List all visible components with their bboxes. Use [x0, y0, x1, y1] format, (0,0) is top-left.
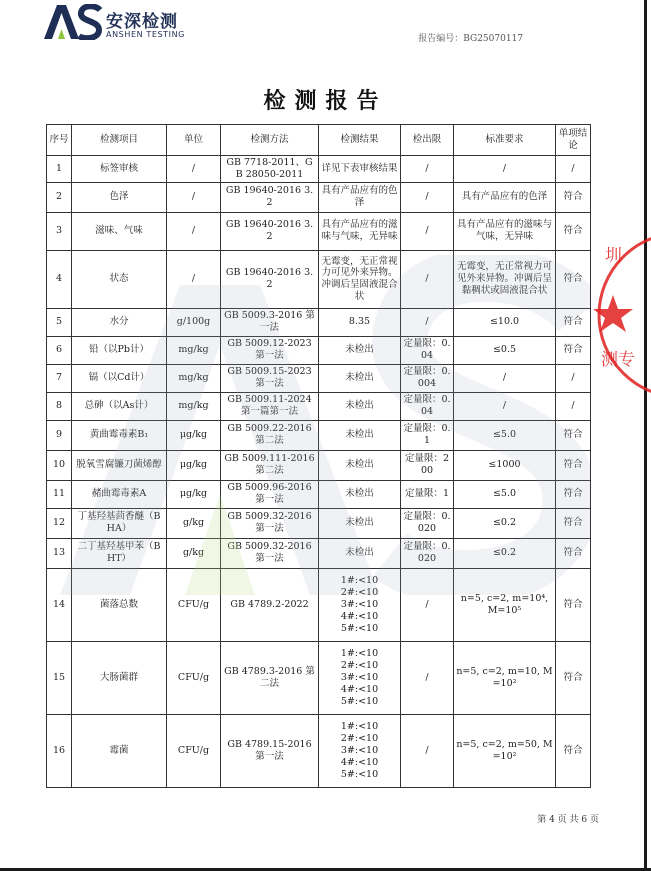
table-cell: 9: [47, 420, 72, 450]
logo-english-name: ANSHEN TESTING: [106, 30, 185, 39]
table-cell: 3: [47, 212, 72, 250]
company-logo: [44, 4, 194, 44]
table-cell: GB 4789.3-2016 第二法: [221, 641, 319, 714]
table-cell: 无霉变，无正常视力可见外来异物。冲调后呈黏稠状或固液混合状: [454, 250, 556, 308]
table-cell: /: [454, 156, 556, 183]
table-cell: GB 5009.32-2016 第一法: [221, 508, 319, 538]
table-cell: /: [167, 182, 221, 212]
table-cell: 符合: [556, 480, 591, 508]
table-cell: mg/kg: [167, 364, 221, 392]
table-cell: g/kg: [167, 508, 221, 538]
table-cell: /: [556, 156, 591, 183]
table-cell: CFU/g: [167, 568, 221, 641]
table-cell: 符合: [556, 420, 591, 450]
table-cell: 定量限：1: [401, 480, 454, 508]
svg-text:圳: 圳: [605, 246, 622, 266]
table-cell: GB 5009.22-2016 第二法: [221, 420, 319, 450]
table-cell: 15: [47, 641, 72, 714]
table-cell: 脱氧雪腐镰刀菌烯醇: [72, 450, 167, 480]
table-cell: 无霉变，无正常视力可见外来异物。冲调后呈固液混合状: [319, 250, 401, 308]
table-cell: 定量限：0.04: [401, 336, 454, 364]
table-cell: 霉菌: [72, 714, 167, 787]
table-cell: GB 5009.11-2024 第一篇第一法: [221, 392, 319, 420]
table-cell: n=5, c=2, m=50, M=10²: [454, 714, 556, 787]
table-cell: 符合: [556, 568, 591, 641]
table-cell: 镉（以Cd计）: [72, 364, 167, 392]
table-cell: 具有产品应有的色泽: [319, 182, 401, 212]
table-cell: GB 5009.96-2016 第一法: [221, 480, 319, 508]
table-cell: /: [401, 308, 454, 336]
header-cell: 序号: [47, 125, 72, 156]
table-row: [47, 336, 591, 364]
table-row: [47, 480, 591, 508]
table-cell: 滋味、气味: [72, 212, 167, 250]
header-cell: 检测结果: [319, 125, 401, 156]
table-cell: 详见下表审核结果: [319, 156, 401, 183]
table-cell: 1#:<10 2#:<10 3#:<10 4#:<10 5#:<10: [319, 714, 401, 787]
table-cell: ≤0.2: [454, 538, 556, 568]
header-cell: 检测方法: [221, 125, 319, 156]
table-cell: 符合: [556, 714, 591, 787]
table-cell: 符合: [556, 641, 591, 714]
table-row: [47, 250, 591, 308]
table-cell: 定量限：0.04: [401, 392, 454, 420]
table-cell: GB 4789.15-2016 第一法: [221, 714, 319, 787]
table-cell: 未检出: [319, 450, 401, 480]
table-cell: ≤10.0: [454, 308, 556, 336]
page-title: 检测报告: [263, 88, 388, 114]
table-cell: /: [401, 714, 454, 787]
table-cell: g/kg: [167, 538, 221, 568]
table-cell: mg/kg: [167, 392, 221, 420]
header-cell: 单位: [167, 125, 221, 156]
table-cell: 符合: [556, 450, 591, 480]
table-cell: 铅（以Pb计）: [72, 336, 167, 364]
table-row: [47, 156, 591, 183]
table-cell: 4: [47, 250, 72, 308]
table-row: [47, 538, 591, 568]
table-cell: CFU/g: [167, 641, 221, 714]
table-cell: 标签审核: [72, 156, 167, 183]
table-cell: 5: [47, 308, 72, 336]
table-cell: 1#:<10 2#:<10 3#:<10 4#:<10 5#:<10: [319, 641, 401, 714]
table-cell: 定量限：0.020: [401, 538, 454, 568]
table-cell: GB 5009.3-2016 第一法: [221, 308, 319, 336]
table-row: [47, 714, 591, 787]
table-cell: 菌落总数: [72, 568, 167, 641]
header-cell: 单项结论: [556, 125, 591, 156]
table-cell: /: [167, 212, 221, 250]
table-cell: 1#:<10 2#:<10 3#:<10 4#:<10 5#:<10: [319, 568, 401, 641]
table-cell: 未检出: [319, 336, 401, 364]
table-cell: 未检出: [319, 508, 401, 538]
table-cell: 大肠菌群: [72, 641, 167, 714]
svg-text:测专: 测专: [601, 350, 635, 370]
header-cell: 标准要求: [454, 125, 556, 156]
page-number: 第 4 页 共 6 页: [537, 815, 599, 825]
table-row: [47, 568, 591, 641]
table-cell: 未检出: [319, 480, 401, 508]
table-cell: CFU/g: [167, 714, 221, 787]
table-row: [47, 364, 591, 392]
logo-chinese-name: 安深检测: [106, 12, 178, 32]
table-cell: 丁基羟基茴香醚（BHA）: [72, 508, 167, 538]
table-cell: 具有产品应有的滋味与气味，无异味: [454, 212, 556, 250]
table-cell: 未检出: [319, 364, 401, 392]
table-cell: μg/kg: [167, 450, 221, 480]
table-cell: 定量限：0.004: [401, 364, 454, 392]
table-cell: GB 5009.32-2016 第一法: [221, 538, 319, 568]
table-header-row: [47, 125, 591, 156]
table-cell: 定量限：200: [401, 450, 454, 480]
table-cell: /: [401, 641, 454, 714]
table-cell: 符合: [556, 336, 591, 364]
table-cell: μg/kg: [167, 420, 221, 450]
table-cell: GB 7718-2011、GB 28050-2011: [221, 156, 319, 183]
header-cell: 检出限: [401, 125, 454, 156]
table-cell: ≤5.0: [454, 480, 556, 508]
table-cell: /: [401, 156, 454, 183]
header-cell: 检测项目: [72, 125, 167, 156]
table-row: [47, 392, 591, 420]
table-cell: 符合: [556, 212, 591, 250]
table-cell: 符合: [556, 508, 591, 538]
table-cell: 13: [47, 538, 72, 568]
table-cell: 符合: [556, 182, 591, 212]
table-cell: 7: [47, 364, 72, 392]
table-cell: 未检出: [319, 392, 401, 420]
table-cell: 色泽: [72, 182, 167, 212]
table-cell: /: [454, 392, 556, 420]
table-cell: μg/kg: [167, 480, 221, 508]
test-results-table: [46, 124, 591, 788]
table-cell: /: [454, 364, 556, 392]
table-cell: /: [167, 156, 221, 183]
table-cell: GB 5009.12-2023 第一法: [221, 336, 319, 364]
table-cell: ≤0.2: [454, 508, 556, 538]
table-cell: 1: [47, 156, 72, 183]
table-row: [47, 420, 591, 450]
table-cell: n=5, c=2, m=10⁴, M=10⁵: [454, 568, 556, 641]
table-cell: /: [167, 250, 221, 308]
table-cell: 未检出: [319, 420, 401, 450]
table-cell: /: [556, 392, 591, 420]
table-cell: 符合: [556, 538, 591, 568]
table-cell: 2: [47, 182, 72, 212]
table-row: [47, 182, 591, 212]
table-row: [47, 508, 591, 538]
table-cell: 定量限：0.020: [401, 508, 454, 538]
table-cell: n=5, c=2, m=10, M=10²: [454, 641, 556, 714]
table-cell: 总砷（以As计）: [72, 392, 167, 420]
table-cell: 16: [47, 714, 72, 787]
table-cell: 11: [47, 480, 72, 508]
table-cell: 定量限：0.1: [401, 420, 454, 450]
table-cell: /: [401, 250, 454, 308]
table-cell: /: [556, 364, 591, 392]
table-cell: GB 5009.111-2016 第二法: [221, 450, 319, 480]
table-cell: /: [401, 182, 454, 212]
table-cell: 具有产品应有的色泽: [454, 182, 556, 212]
table-cell: ≤1000: [454, 450, 556, 480]
table-cell: 10: [47, 450, 72, 480]
table-cell: 具有产品应有的滋味与气味，无异味: [319, 212, 401, 250]
table-cell: 状态: [72, 250, 167, 308]
table-cell: mg/kg: [167, 336, 221, 364]
table-row: [47, 212, 591, 250]
table-cell: 水分: [72, 308, 167, 336]
table-cell: g/100g: [167, 308, 221, 336]
table-cell: 符合: [556, 308, 591, 336]
table-cell: /: [401, 568, 454, 641]
table-cell: ≤5.0: [454, 420, 556, 450]
table-row: [47, 641, 591, 714]
table-cell: GB 5009.15-2023 第一法: [221, 364, 319, 392]
table-cell: 12: [47, 508, 72, 538]
table-cell: 8.35: [319, 308, 401, 336]
table-cell: GB 19640-2016 3.2: [221, 212, 319, 250]
table-cell: 未检出: [319, 538, 401, 568]
table-cell: GB 19640-2016 3.2: [221, 250, 319, 308]
table-cell: 6: [47, 336, 72, 364]
table-row: [47, 308, 591, 336]
table-cell: 赭曲霉毒素A: [72, 480, 167, 508]
seal-stamp-icon: [591, 225, 651, 405]
page-edge-right: [644, 0, 647, 871]
table-cell: /: [401, 212, 454, 250]
table-row: [47, 450, 591, 480]
table-cell: GB 19640-2016 3.2: [221, 182, 319, 212]
table-cell: 二丁基羟基甲苯（BHT）: [72, 538, 167, 568]
table-cell: 14: [47, 568, 72, 641]
as-logo-mark-icon: [44, 4, 102, 40]
table-cell: 黄曲霉毒素B₁: [72, 420, 167, 450]
table-cell: GB 4789.2-2022: [221, 568, 319, 641]
table-cell: 符合: [556, 250, 591, 308]
table-cell: ≤0.5: [454, 336, 556, 364]
report-number: 报告编号：BG25070117: [418, 34, 523, 44]
table-cell: 8: [47, 392, 72, 420]
